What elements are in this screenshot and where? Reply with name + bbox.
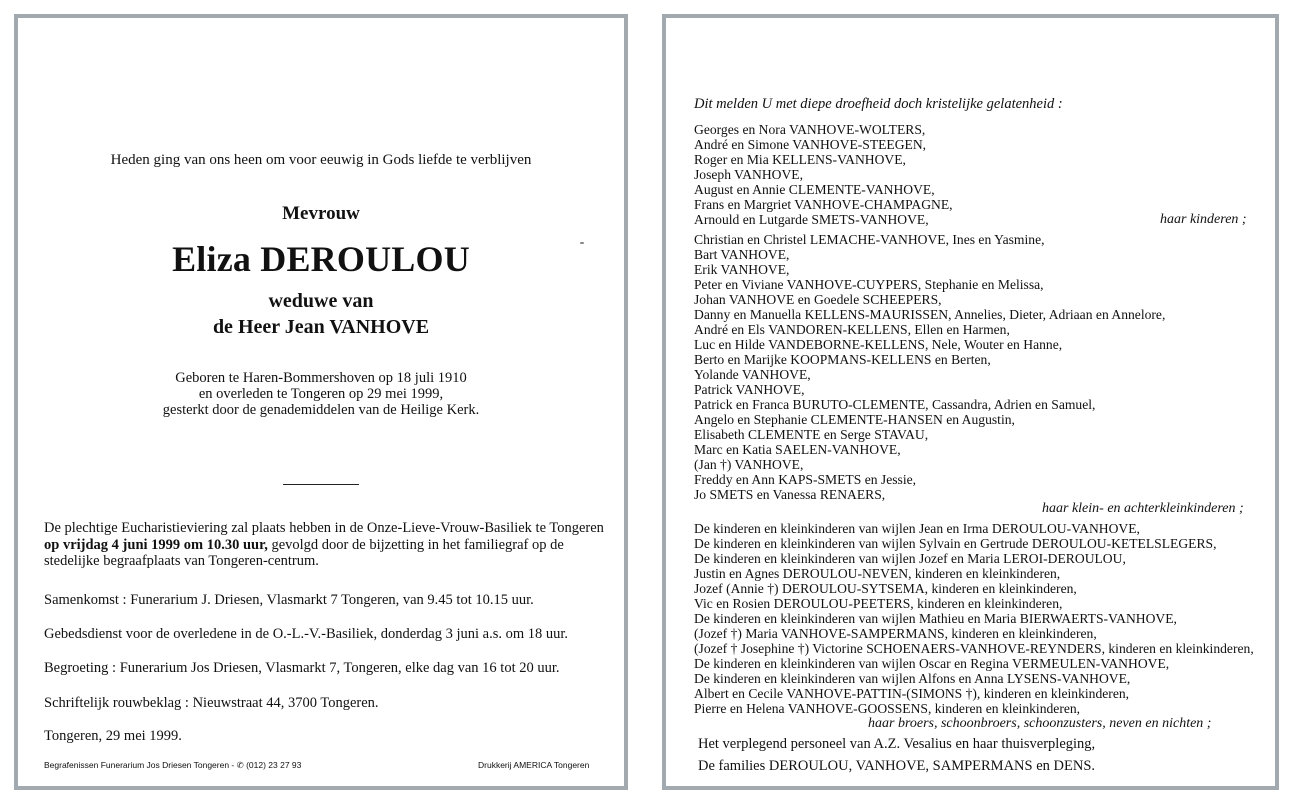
ceremony-text-1: De plechtige Eucharistieviering zal plaats hebben in de Onze-Lieve-Vrouw-Basiliek te Tongeren	[44, 520, 604, 536]
list-item: Jozef (Annie †) DEROULOU-SYTSEMA, kinderen en kleinkinderen,	[694, 581, 1077, 596]
list-item: De kinderen en kleinkinderen van wijlen Oscar en Regina VERMEULEN-VANHOVE,	[694, 656, 1170, 671]
birth-death-info	[18, 370, 624, 418]
rouwbeklag-info: Schriftelijk rouwbeklag : Nieuwstraat 44, 3700 Tongeren.	[44, 695, 379, 711]
children-role: haar kinderen ;	[1160, 212, 1247, 227]
nursing-thanks: Het verplegend personeel van A.Z. Vesalius en haar thuisverpleging,	[698, 736, 1096, 752]
print-speck	[580, 242, 584, 244]
siblings-list	[694, 521, 1254, 716]
left-page	[14, 14, 628, 790]
widow-line-1: weduwe van	[268, 290, 374, 312]
gebedsdienst-info: Gebedsdienst voor de overledene in de O.-L.-V.-Basiliek, donderdag 3 juni a.s. om 18 uur.	[44, 626, 569, 642]
death-line: en overleden te Tongeren op 29 mei 1999,	[198, 386, 444, 402]
list-item: De kinderen en kleinkinderen van wijlen Mathieu en Maria BIERWAERTS-VANHOVE,	[694, 611, 1177, 626]
place-date: Tongeren, 29 mei 1999.	[44, 728, 182, 744]
widow-line-2: de Heer Jean VANHOVE	[212, 316, 430, 338]
list-item: Danny en Manuella KELLENS-MAURISSEN, Annelies, Dieter, Adriaan en Annelore,	[694, 307, 1166, 322]
list-item: August en Annie CLEMENTE-VANHOVE,	[694, 182, 935, 197]
grandchildren-list	[694, 232, 1165, 502]
title-mevrouw: Mevrouw	[282, 203, 360, 224]
list-item: Georges en Nora VANHOVE-WOLTERS,	[694, 122, 926, 137]
list-item: Albert en Cecile VANHOVE-PATTIN-(SIMONS †), kinderen en kleinkinderen,	[694, 686, 1130, 701]
list-item: Vic en Rosien DEROULOU-PEETERS, kinderen en kleinkinderen,	[694, 596, 1063, 611]
list-item: De kinderen en kleinkinderen van wijlen Sylvain en Gertrude DEROULOU-KETELSLEGERS,	[694, 536, 1217, 551]
list-item: Erik VANHOVE,	[694, 262, 790, 277]
list-item: Marc en Katia SAELEN-VANHOVE,	[694, 442, 901, 457]
deceased-name: Eliza DEROULOU	[172, 239, 470, 279]
list-item: De kinderen en kleinkinderen van wijlen Alfons en Anna LYSENS-VANHOVE,	[694, 671, 1131, 686]
list-item: Bart VANHOVE,	[694, 247, 790, 262]
begroeting-info: Begroeting : Funerarium Jos Driesen, Vlasmarkt 7, Tongeren, elke dag van 16 tot 20 uur.	[44, 660, 560, 676]
funeral-home-footer: Begrafenissen Funerarium Jos Driesen Tongeren - ✆ (012) 23 27 93	[44, 760, 302, 770]
children-list	[694, 122, 953, 227]
announcement: Dit melden U met diepe droefheid doch kristelijke gelatenheid :	[694, 96, 1063, 112]
list-item: Luc en Hilde VANDEBORNE-KELLENS, Nele, Wouter en Hanne,	[694, 337, 1063, 352]
samenkomst-info: Samenkomst : Funerarium J. Driesen, Vlasmarkt 7 Tongeren, van 9.45 tot 10.15 uur.	[44, 592, 534, 608]
list-item: Pierre en Helena VANHOVE-GOOSSENS, kinderen en kleinkinderen,	[694, 701, 1081, 716]
list-item: Yolande VANHOVE,	[694, 367, 811, 382]
printer-footer: Drukkerij AMERICA Tongeren	[478, 760, 590, 770]
birth-line: Geboren te Haren-Bommershoven op 18 juli 1910	[175, 370, 467, 386]
list-item: Roger en Mia KELLENS-VANHOVE,	[694, 152, 906, 167]
list-item: Frans en Margriet VANHOVE-CHAMPAGNE,	[694, 197, 953, 212]
list-item: (Jozef †) Maria VANHOVE-SAMPERMANS, kinderen en kleinkinderen,	[694, 626, 1097, 641]
sacrament-line: gesterkt door de genademiddelen van de Heilige Kerk.	[162, 402, 480, 418]
widow-statement	[18, 288, 624, 340]
list-item: Arnould en Lutgarde SMETS-VANHOVE,	[694, 212, 929, 227]
list-item: Jo SMETS en Vanessa RENAERS,	[694, 487, 886, 502]
list-item: De kinderen en kleinkinderen van wijlen Jozef en Maria LEROI-DEROULOU,	[694, 551, 1126, 566]
list-item: Justin en Agnes DEROULOU-NEVEN, kinderen en kleinkinderen,	[694, 566, 1061, 581]
list-item: Elisabeth CLEMENTE en Serge STAVAU,	[694, 427, 929, 442]
list-item: André en Simone VANHOVE-STEEGEN,	[694, 137, 927, 152]
ceremony-date: op vrijdag 4 juni 1999 om 10.30 uur,	[44, 536, 268, 553]
list-item: Angelo en Stephanie CLEMENTE-HANSEN en Augustin,	[694, 412, 1015, 427]
list-item: Patrick en Franca BURUTO-CLEMENTE, Cassandra, Adrien en Samuel,	[694, 397, 1096, 412]
list-item: (Jozef † Josephine †) Victorine SCHOENAERS-VANHOVE-REYNDERS, kinderen en kleinkinderen,	[694, 641, 1254, 656]
right-page	[662, 14, 1279, 790]
separator-line	[283, 484, 359, 485]
list-item: (Jan †) VANHOVE,	[694, 457, 804, 472]
grandchildren-role: haar klein- en achterkleinkinderen ;	[1042, 501, 1244, 516]
siblings-role: haar broers, schoonbroers, schoonzusters, neven en nichten ;	[868, 716, 1212, 731]
list-item: Patrick VANHOVE,	[694, 382, 805, 397]
list-item: Berto en Marijke KOOPMANS-KELLENS en Berten,	[694, 352, 991, 367]
list-item: Freddy en Ann KAPS-SMETS en Jessie,	[694, 472, 917, 487]
families-line: De families DEROULOU, VANHOVE, SAMPERMANS en DENS.	[698, 758, 1096, 774]
intro-text: Heden ging van ons heen om voor eeuwig in Gods liefde te verblijven	[110, 152, 532, 168]
list-item: De kinderen en kleinkinderen van wijlen Jean en Irma DEROULOU-VANHOVE,	[694, 521, 1140, 536]
ceremony-paragraph	[44, 520, 604, 570]
list-item: Johan VANHOVE en Goedele SCHEEPERS,	[694, 292, 942, 307]
ceremony-text-2: gevolgd door de bijzetting in het familiegraf op de stedelijke begraafplaats van Tongeren-centrum.	[44, 536, 564, 569]
list-item: Joseph VANHOVE,	[694, 167, 804, 182]
list-item: André en Els VANDOREN-KELLENS, Ellen en Harmen,	[694, 322, 1010, 337]
list-item: Peter en Viviane VANHOVE-CUYPERS, Stephanie en Melissa,	[694, 277, 1044, 292]
list-item: Christian en Christel LEMACHE-VANHOVE, Ines en Yasmine,	[694, 232, 1045, 247]
